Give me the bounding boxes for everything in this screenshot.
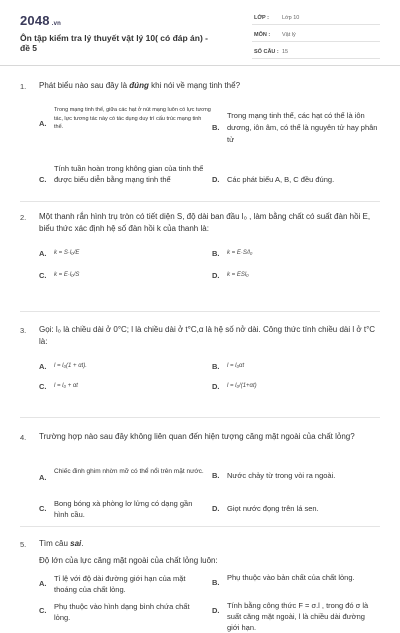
question-number: 2. xyxy=(20,213,27,222)
question-text-part: Tìm câu xyxy=(39,539,71,548)
question-text-part: Phát biểu nào sau đây là xyxy=(39,81,130,90)
option-label: C. xyxy=(39,271,47,280)
option-label: A. xyxy=(39,249,47,258)
question-subtext: Độ lớn của lực căng mặt ngoài của chất lỏng luôn: xyxy=(39,556,218,565)
question-text xyxy=(39,538,377,550)
option-label: A. xyxy=(39,119,47,128)
option-text: Tính tuần hoàn trong không gian của tinh thể được biểu diễn bằng mạng tinh thể xyxy=(54,164,204,184)
option-formula: l = l₀/(1+αt) xyxy=(227,383,257,389)
meta-value: Lớp 10 xyxy=(282,15,300,21)
question-text-part: khi nói về mạng tinh thể? xyxy=(148,81,241,90)
document-title: Ôn tập kiểm tra lý thuyết vật lý 10( có đáp án) - đề 5 xyxy=(20,33,208,53)
option-formula: k = E·l₀/S xyxy=(54,272,80,278)
meta-key: SỐ CÂU : xyxy=(254,49,279,55)
question-number: 5. xyxy=(20,540,27,549)
option-text: Giọt nước đọng trên lá sen. xyxy=(227,504,319,513)
meta-key: LỚP : xyxy=(254,15,269,21)
question-number: 1. xyxy=(20,82,27,91)
question-divider xyxy=(20,201,380,202)
question-number: 3. xyxy=(20,326,27,335)
option-label: C. xyxy=(39,382,47,391)
site-logo[interactable] xyxy=(20,13,61,28)
option-formula: k = S·l₀/E xyxy=(54,250,80,256)
option-text: Các phát biểu A, B, C đều đúng. xyxy=(227,175,335,184)
option-label: C. xyxy=(39,175,47,184)
option-text: Bong bóng xà phòng lơ lửng có dạng gần hình cầu. xyxy=(54,499,193,519)
option-formula: l = l₀αt xyxy=(227,363,245,369)
question-divider xyxy=(20,311,380,312)
option-formula: k = ESl₀ xyxy=(227,272,249,278)
option-text: Trong mạng tinh thể, giữa các hạt ở nút mạng luôn có lực tương tác, lực tương tác này có tác dụng duy trì cấu trúc mạng tinh thể. xyxy=(54,107,211,130)
option-label: D. xyxy=(212,504,220,513)
option-label: D. xyxy=(212,382,220,391)
option-text: Tính bằng công thức F = σ.l , trong đó σ là suất căng mặt ngoài, l là chiều dài đường giới hạn. xyxy=(227,601,369,632)
question-emphasis: sai xyxy=(70,539,82,548)
question-text: Trường hợp nào sau đây không liên quan đến hiện tượng căng mặt ngoài của chất lỏng? xyxy=(39,432,355,441)
question-divider xyxy=(20,526,380,527)
option-label: D. xyxy=(212,175,220,184)
option-text: Tỉ lệ với độ dài đường giới hạn của mặt thoáng của chất lỏng. xyxy=(54,574,186,594)
option-text: Trong mạng tinh thể, các hạt có thể là iôn dương, iôn âm, có thể là nguyên tử hay phân tử xyxy=(227,111,378,144)
logo-text: 2048 xyxy=(20,13,50,28)
option-label: A. xyxy=(39,473,47,482)
option-label: B. xyxy=(212,362,220,371)
option-text: Phụ thuộc vào bản chất của chất lỏng. xyxy=(227,573,355,582)
question-number: 4. xyxy=(20,433,27,442)
option-label: B. xyxy=(212,249,220,258)
question-divider xyxy=(20,417,380,418)
meta-key: MÔN : xyxy=(254,32,271,38)
option-formula: l = l₀ + αt xyxy=(54,383,78,389)
question-text-part: . xyxy=(81,539,84,548)
document-header xyxy=(0,0,400,66)
meta-row-class xyxy=(252,11,380,25)
option-formula: k = E·S/l₀ xyxy=(227,250,253,256)
question-emphasis: đúng xyxy=(129,81,149,90)
option-text: Chiếc đinh ghim nhờn mỡ có thể nổi trên mặt nước. xyxy=(54,468,204,475)
meta-row-subject xyxy=(252,28,380,42)
option-label: D. xyxy=(212,271,220,280)
option-text: Nước chảy từ trong vòi ra ngoài. xyxy=(227,471,336,480)
meta-value: 15 xyxy=(282,49,289,55)
option-label: A. xyxy=(39,579,47,588)
option-label: D. xyxy=(212,606,220,615)
question-text xyxy=(39,80,377,92)
meta-value: Vật lý xyxy=(282,32,296,38)
option-label: C. xyxy=(39,606,47,615)
logo-suffix: .vn xyxy=(51,21,62,27)
meta-row-count xyxy=(252,45,380,59)
option-formula: l = l₀(1 + αt). xyxy=(54,363,87,369)
option-label: B. xyxy=(212,123,220,132)
option-label: A. xyxy=(39,362,47,371)
option-label: B. xyxy=(212,578,220,587)
question-text: Một thanh rắn hình trụ tròn có tiết diện S, độ dài ban đầu l₀ , làm bằng chất có suất đàn hồi E, biểu thức xác định hệ số đàn hồi k của thanh là: xyxy=(39,212,371,233)
question-text: Gọi: l₀ là chiều dài ở 0°C; l là chiều dài ở t°C,α là hệ số nở dài. Công thức tính chiều dài l ở t°C là: xyxy=(39,325,376,346)
option-text: Phụ thuộc vào hình dạng bình chứa chất lỏng. xyxy=(54,602,190,622)
option-label: C. xyxy=(39,504,47,513)
option-label: B. xyxy=(212,471,220,480)
